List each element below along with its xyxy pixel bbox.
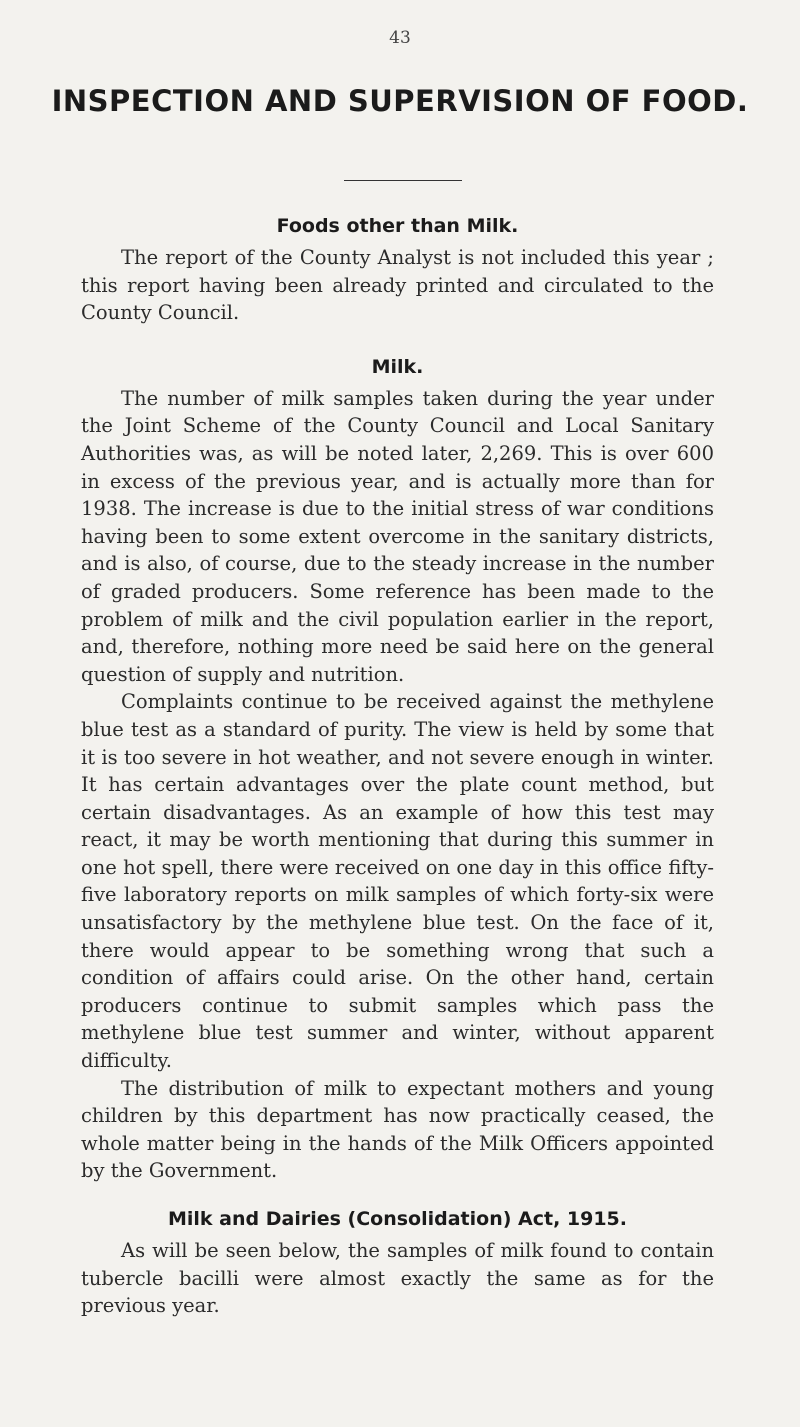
page-title: INSPECTION AND SUPERVISION OF FOOD. — [51, 84, 749, 118]
section-heading: Milk and Dairies (Consolidation) Act, 1915. — [167, 1208, 627, 1230]
paragraph: The report of the County Analyst is not included this year ; this report having been already printed and circulated to the County Council. — [81, 246, 714, 325]
document-body — [81, 214, 714, 1320]
paragraph: Complaints continue to be received against the methylene blue test as a standard of purity. The view is held by some that it is too severe in hot weather, and not severe enough in winter. It has certain advantages over the plate count method, but certain disadvantages. As an example of how this test may react, it may be worth mentioning that during this summer in one hot spell, there were received on one day in this office fifty-five laboratory reports on milk samples of which forty-six were unsatisfactory by the methylene blue test. On the face of it, there would appear to be something wrong that such a condition of affairs could arise. On the other hand, certain producers continue to submit samples which pass the methylene blue test summer and winter, without apparent difficulty. — [81, 690, 714, 1073]
title-divider — [344, 180, 462, 181]
section-milk — [81, 355, 714, 1185]
paragraph: As will be seen below, the samples of milk found to contain tubercle bacilli were almost exactly the same as for the previous year. — [81, 1239, 714, 1318]
section-milk-and-dairies-act — [81, 1207, 714, 1320]
paragraph: The distribution of milk to expectant mothers and young children by this department has now practically ceased, the whole matter being in the hands of the Milk Officers appointed by the Government. — [81, 1076, 714, 1183]
section-heading: Foods other than Milk. — [276, 215, 519, 237]
section-heading: Milk. — [371, 355, 424, 378]
section-foods-other-than-milk — [81, 214, 714, 327]
page-number: 43 — [389, 28, 411, 48]
paragraph: The number of milk samples taken during the year under the Joint Scheme of the County Council and Local Sanitary Authorities was, as will be noted later, 2,269. This is over 600 in excess of the previous year, and is actually more than for 1938. The increase is due to the initial stress of war conditions having been to some extent overcome in the sanitary districts, and is also, of course, due to the steady increase in the number of graded producers. Some reference has been made to the problem of milk and the civil population earlier in the report, and, therefore, nothing more need be said here on the general question of supply and nutrition. — [81, 386, 714, 686]
